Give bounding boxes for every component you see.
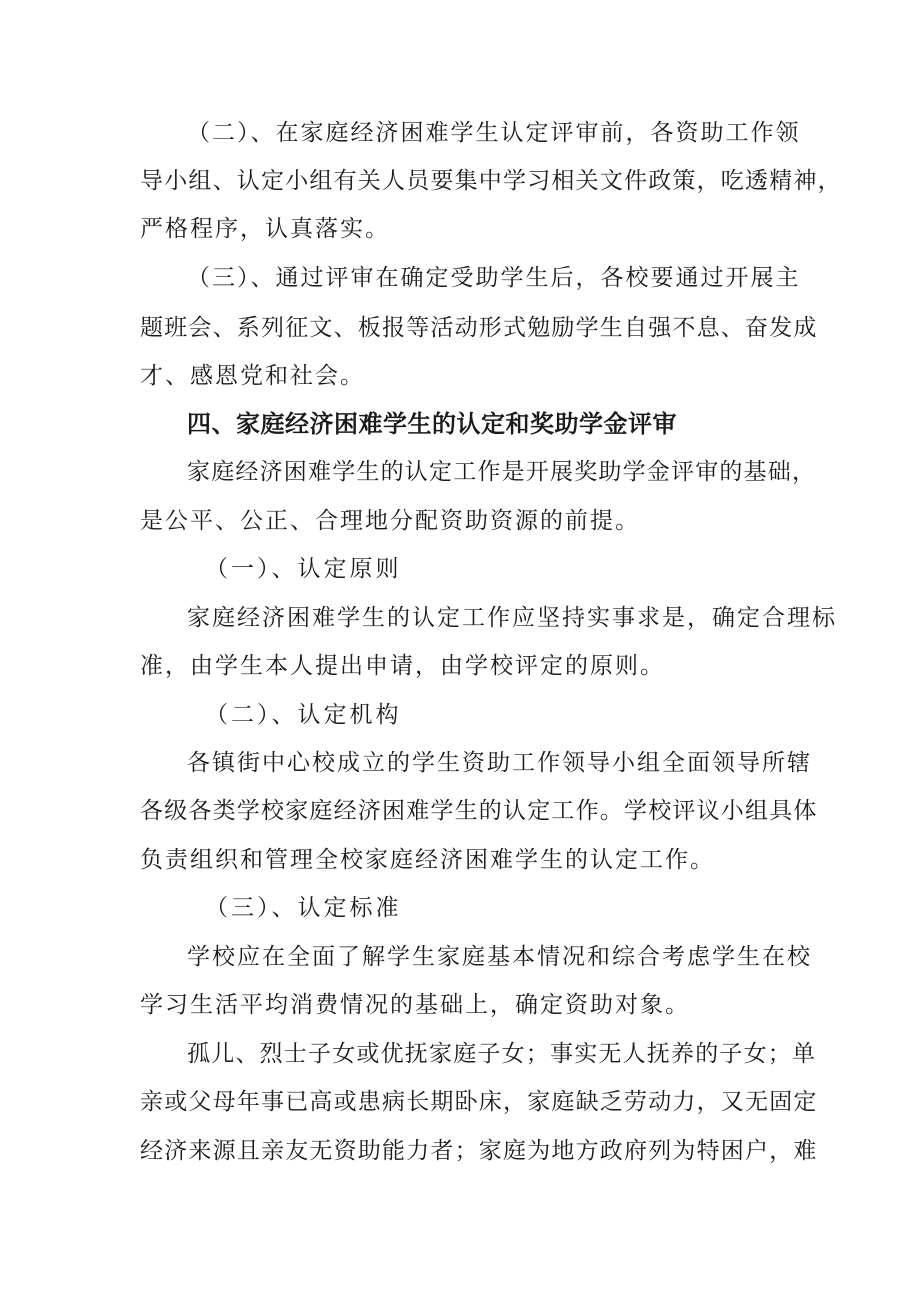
- subsection-heading: （一）、认定原则: [205, 556, 402, 582]
- subsection-heading: （二）、认定机构: [205, 702, 402, 728]
- paragraph-line: 学习生活平均消费情况的基础上，确定资助对象。: [140, 992, 690, 1018]
- paragraph-line: 各镇街中心校成立的学生资助工作领导小组全面领导所辖: [187, 750, 812, 776]
- paragraph-line: 学校应在全面了解学生家庭基本情况和综合考虑学生在校: [187, 944, 812, 970]
- paragraph-line: 家庭经济困难学生的认定工作应坚持实事求是，确定合理标: [187, 605, 837, 631]
- paragraph-line: （二）、在家庭经济困难学生认定评审前，各资助工作领: [187, 120, 801, 146]
- paragraph-line: 导小组、认定小组有关人员要集中学习相关文件政策，吃透精神，: [140, 168, 842, 194]
- subsection-heading: （三）、认定标准: [205, 895, 402, 921]
- paragraph-line: 家庭经济困难学生的认定工作是开展奖助学金评审的基础，: [187, 459, 817, 485]
- paragraph-line: （三）、通过评审在确定受助学生后，各校要通过开展主: [187, 265, 801, 291]
- paragraph-line: 才、感恩党和社会。: [140, 363, 365, 389]
- paragraph-line: 是公平、公正、合理地分配资助资源的前提。: [140, 508, 640, 534]
- paragraph-line: 准，由学生本人提出申请，由学校评定的原则。: [140, 653, 665, 679]
- section-heading: 四、家庭经济困难学生的认定和奖助学金评审: [187, 410, 677, 438]
- paragraph-line: 严格程序，认真落实。: [140, 216, 390, 242]
- paragraph-line: 各级各类学校家庭经济困难学生的认定工作。学校评议小组具体: [140, 798, 818, 824]
- paragraph-line: 孤儿、烈士子女或优抚家庭子女；事实无人抚养的子女；单: [187, 1041, 817, 1067]
- paragraph-line: 亲或父母年事已高或患病长期卧床，家庭缺乏劳动力，又无固定: [140, 1089, 818, 1115]
- paragraph-line: 负责组织和管理全校家庭经济困难学生的认定工作。: [140, 847, 715, 873]
- paragraph-line: 题班会、系列征文、板报等活动形式勉励学生自强不息、奋发成: [140, 315, 818, 341]
- paragraph-line: 经济来源且亲友无资助能力者；家庭为地方政府列为特困户，难: [140, 1138, 818, 1164]
